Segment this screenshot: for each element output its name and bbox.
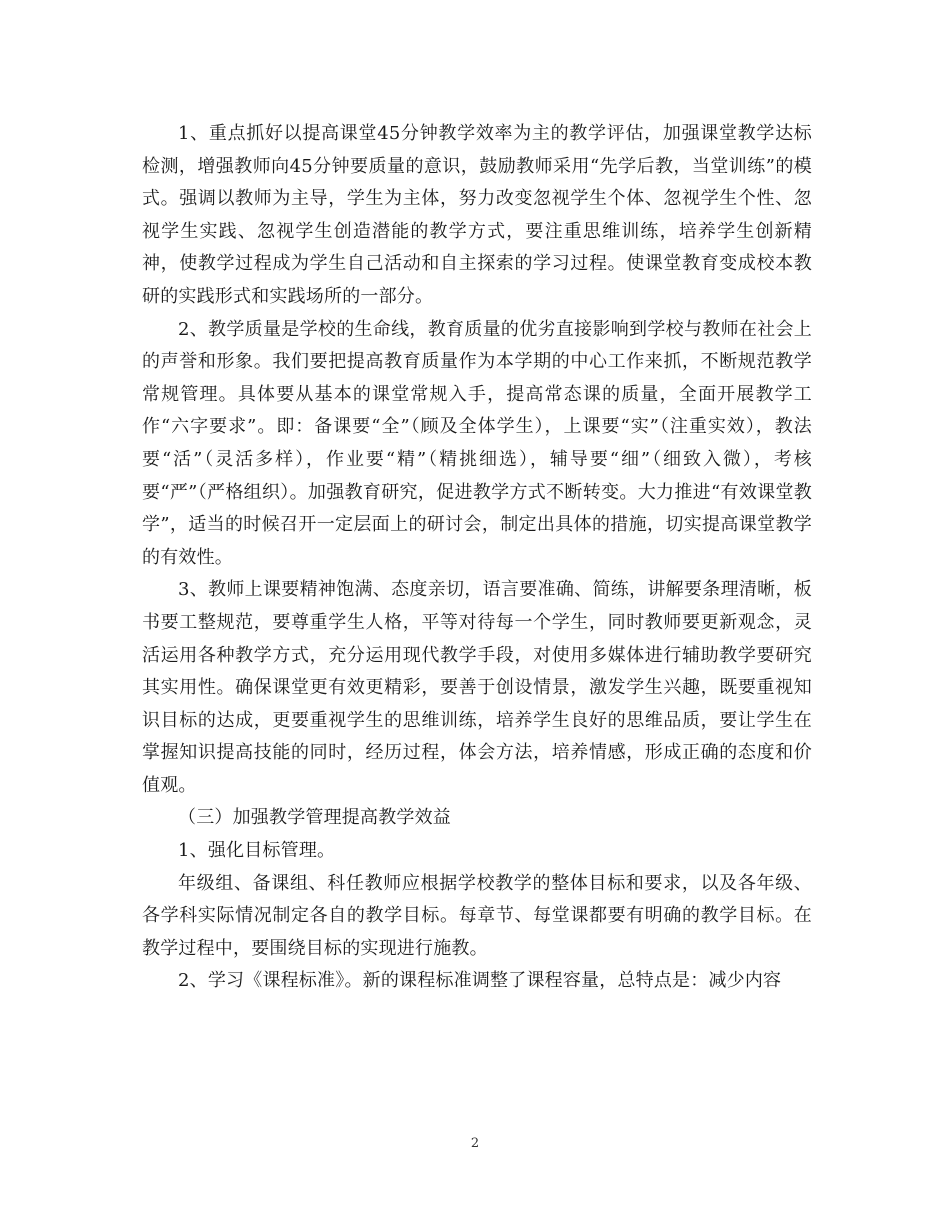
paragraph-curriculum-standards: 2、学习《课程标准》。新的课程标准调整了课程容量，总特点是：减少内容 xyxy=(178,970,782,992)
paragraph-teaching-evaluation: 1、重点抓好以提高课堂45分钟教学效率为主的教学评估，加强课堂教学达标检测，增强教师向45分钟要质量的意识，鼓励教师采用“先学后教，当堂训练”的模式。强调以教师为主导，学生为主体，努力改变忽视学生个体、忽视学生个性、忽视学生实践、忽视学生创造潜能的教学方式，要注重思维训练，培养学生创新精神，使教学过程成为学生自己活动和自主探索的学习过程。使课堂教育变成校本教研的实践形式和实践场所的一部分。 xyxy=(142,123,812,307)
paragraph-target-management-heading: 1、强化目标管理。 xyxy=(178,840,336,862)
section-heading-teaching-management: （三）加强教学管理提高教学效益 xyxy=(178,807,451,829)
paragraph-target-management: 年级组、备课组、科任教师应根据学校教学的整体目标和要求，以及各年级、各学科实际情况制定各自的教学目标。每章节、每堂课都要有明确的教学目标。在教学过程中，要围绕目标的实现进行施教。 xyxy=(142,872,812,959)
page-number: 2 xyxy=(470,1136,480,1151)
paragraph-teacher-conduct: 3、教师上课要精神饱满、态度亲切，语言要准确、简练，讲解要条理清晰，板书要工整规范，要尊重学生人格，平等对待每一个学生，同时教师要更新观念，灵活运用各种教学方式，充分运用现代教学手段，对使用多媒体进行辅助教学要研究其实用性。确保课堂更有效更精彩，要善于创设情景，激发学生兴趣，既要重视知识目标的达成，更要重视学生的思维训练，培养学生良好的思维品质，要让学生在掌握知识提高技能的同时，经历过程，体会方法，培养情感，形成正确的态度和价值观。 xyxy=(142,579,812,796)
document-body xyxy=(142,118,812,998)
paragraph-teaching-quality: 2、教学质量是学校的生命线，教育质量的优劣直接影响到学校与教师在社会上的声誉和形象。我们要把提高教育质量作为本学期的中心工作来抓，不断规范教学常规管理。具体要从基本的课堂常规入手，提高常态课的质量，全面开展教学工作“六字要求”。即：备课要“全”（顾及全体学生），上课要“实”（注重实效），教法要“活”（灵活多样），作业要“精”（精挑细选），辅导要“细”（细致入微），考核要“严”（严格组织）。加强教育研究，促进教学方式不断转变。大力推进“有效课堂教学”，适当的时候召开一定层面上的研讨会，制定出具体的措施，切实提高课堂教学的有效性。 xyxy=(142,318,812,568)
